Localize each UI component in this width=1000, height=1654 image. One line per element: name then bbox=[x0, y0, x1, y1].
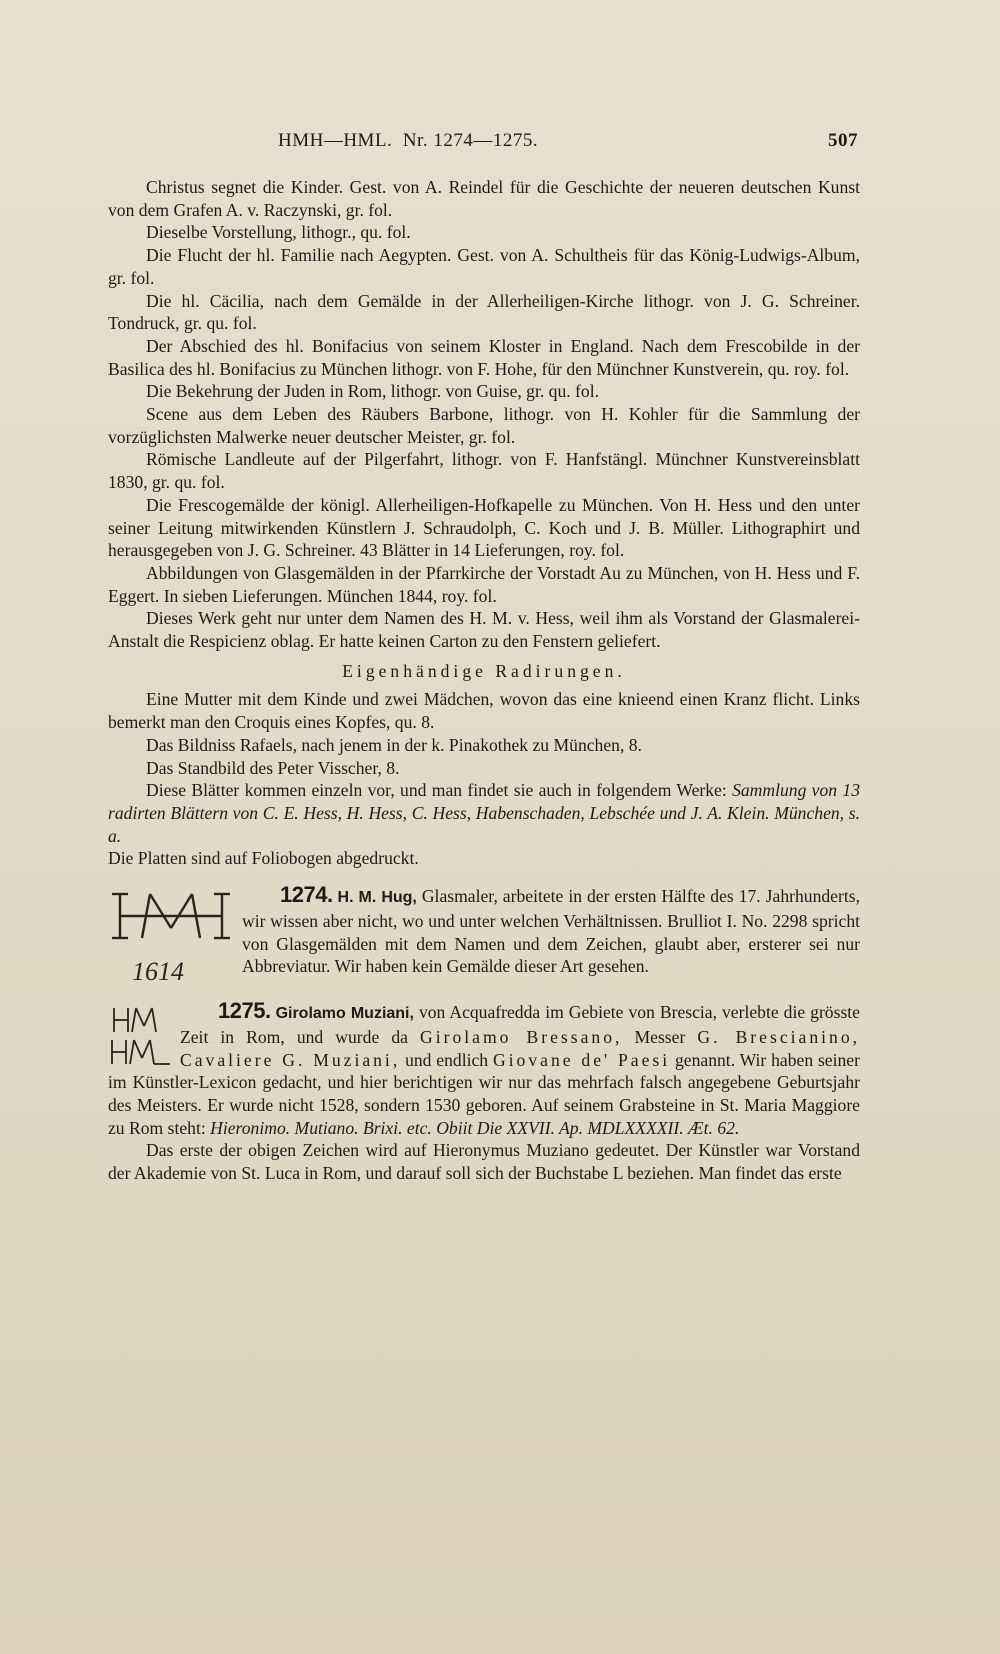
header-title-text: HMH—HML. bbox=[278, 130, 393, 151]
name-spaced: G. Brescianino, bbox=[697, 1026, 861, 1047]
monogram-hmh-icon bbox=[108, 888, 234, 986]
section-heading: Eigenhändige Radirungen. bbox=[342, 660, 626, 681]
monogram-muziani bbox=[108, 1002, 174, 1068]
entry-text: genannt. Wir haben seiner im Künstler-Lexicon gedacht, und hier berichtigen wir nur das mehrfach falsch angegebene Geburtsjahr des Meisters. Er wurde nicht 1528, sondern 1530 geboren. Auf seinem Grabsteine in St. Maria Maggiore zu Rom steht: bbox=[108, 1049, 860, 1138]
note-tail: Die Platten sind auf Foliobogen abgedruckt. bbox=[108, 848, 419, 869]
paragraph: Der Abschied des hl. Bonifacius von seinem Kloster in England. Nach dem Frescobilde in der Basilica des hl. Bonifacius zu München lithogr. von F. Hohe, für den Münchner Kunstverein, qu. roy. fol. bbox=[108, 335, 860, 379]
entry-number: 1274. bbox=[280, 882, 333, 908]
note-lead: Diese Blätter kommen einzeln vor, und man findet sie auch in folgendem Werke: bbox=[146, 780, 727, 801]
entry-1275 bbox=[108, 1000, 860, 1139]
paragraph: Dieselbe Vorstellung, lithogr., qu. fol. bbox=[146, 222, 411, 243]
entry-number: 1275. bbox=[218, 998, 271, 1024]
entry-1274 bbox=[108, 882, 860, 987]
entry-text: und endlich bbox=[405, 1049, 489, 1070]
artist-name: H. M. Hug, bbox=[337, 889, 417, 907]
name-spaced: Giovane de' Paesi bbox=[492, 1049, 671, 1070]
radirung-item: Das Standbild des Peter Visscher, 8. bbox=[146, 757, 400, 778]
monogram-year: 1614 bbox=[132, 957, 184, 987]
entry-text: Glasmaler, arbeitete in der ersten Hälfte des 17. Jahrhunderts, wir wissen aber nicht, wo und unter welchen Verhältnissen. Brulliot I. No. 2298 spricht von Glasgemälden mit dem Namen und dem Zeichen, glaubt aber, ersterer sei nur Abbreviatur. Wir haben kein Gemälde dieser Art gesehen. bbox=[242, 886, 860, 977]
note-book-title: Sammlung von 13 radirten Blättern von C. E. Hess, H. Hess, C. Hess, Habenschaden, Lebschée und J. A. Klein. München, s. a. bbox=[108, 780, 861, 846]
paragraph: Scene aus dem Leben des Räubers Barbone, lithogr. von H. Kohler für die Sammlung der vorzüglichsten Malwerke neuer deutscher Meister, gr. fol. bbox=[108, 404, 860, 447]
paragraph: Die Frescogemälde der königl. Allerheiligen-Hofkapelle zu München. Von H. Hess und den unter seiner Leitung mitwirkenden Künstlern J. Schraudolph, C. Koch und J. B. Müller. Lithographirt und herausgegeben von J. G. Schreiner. 43 Blätter in 14 Lieferungen, roy. fol. bbox=[108, 494, 860, 561]
note-paragraph bbox=[108, 779, 860, 847]
artist-name: Girolamo Muziani, bbox=[275, 1005, 414, 1023]
epitaph: Hieronimo. Mutiano. Brixi. etc. Obiit Die XXVII. Ap. MDLXXXXII. Æt. 62. bbox=[210, 1117, 740, 1138]
paragraph: Christus segnet die Kinder. Gest. von A. Reindel für die Geschichte der neueren deutschen Kunst von dem Grafen A. v. Raczynski, gr. fol. bbox=[108, 177, 860, 220]
radirung-item: Das Bildniss Rafaels, nach jenem in der k. Pinakothek zu München, 8. bbox=[146, 734, 642, 755]
page-number: 507 bbox=[828, 130, 858, 151]
paragraph: Dieses Werk geht nur unter dem Namen des H. M. v. Hess, weil ihm als Vorstand der Glasmalerei-Anstalt die Respicienz oblag. Er hatte keinen Carton zu den Fenstern geliefert. bbox=[108, 608, 860, 652]
paragraph: Die Flucht der hl. Familie nach Aegypten. Gest. von A. Schultheis für das König-Ludwigs-Album, gr. fol. bbox=[108, 245, 860, 288]
name-spaced: Cavaliere G. Muziani, bbox=[180, 1049, 401, 1070]
paragraph: Abbildungen von Glasgemälden in der Pfarrkirche der Vorstadt Au zu München, von H. Hess und F. Eggert. In sieben Lieferungen. München 1844, roy. fol. bbox=[108, 562, 860, 606]
body-text bbox=[108, 176, 860, 1185]
name-spaced: Girolamo Bressano, bbox=[420, 1026, 623, 1047]
entry-text: Messer bbox=[634, 1026, 686, 1047]
paragraph: Die hl. Cäcilia, nach dem Gemälde in der Allerheiligen-Kirche lithogr. von J. G. Schreiner. Tondruck, gr. qu. fol. bbox=[108, 290, 860, 334]
paragraph: Das erste der obigen Zeichen wird auf Hieronymus Muziano gedeutet. Der Künstler war Vorstand der Akademie von St. Luca in Rom, und darauf soll sich der Buchstabe L beziehen. Man findet das erste bbox=[108, 1140, 860, 1184]
monogram-hmh bbox=[108, 888, 234, 986]
entry-text: von Acquafredda im Gebiete von Brescia, verlebte die grösste Zeit in Rom, und wurde da bbox=[180, 1002, 860, 1047]
paragraph: Römische Landleute auf der Pilgerfahrt, lithogr. von F. Hanfstängl. Münchner Kunstvereinsblatt 1830, gr. qu. fol. bbox=[108, 449, 860, 493]
paragraph: Die Bekehrung der Juden in Rom, lithogr. von Guise, gr. qu. fol. bbox=[146, 381, 599, 402]
monogram-hm-hml-icon bbox=[108, 1002, 174, 1068]
header-title bbox=[278, 130, 538, 152]
radirung-item: Eine Mutter mit dem Kinde und zwei Mädchen, wovon das eine knieend einen Kranz flicht. Links bemerkt man den Croquis eines Kopfes, qu. 8. bbox=[108, 689, 860, 733]
header-numbers: Nr. 1274—1275. bbox=[402, 130, 539, 151]
